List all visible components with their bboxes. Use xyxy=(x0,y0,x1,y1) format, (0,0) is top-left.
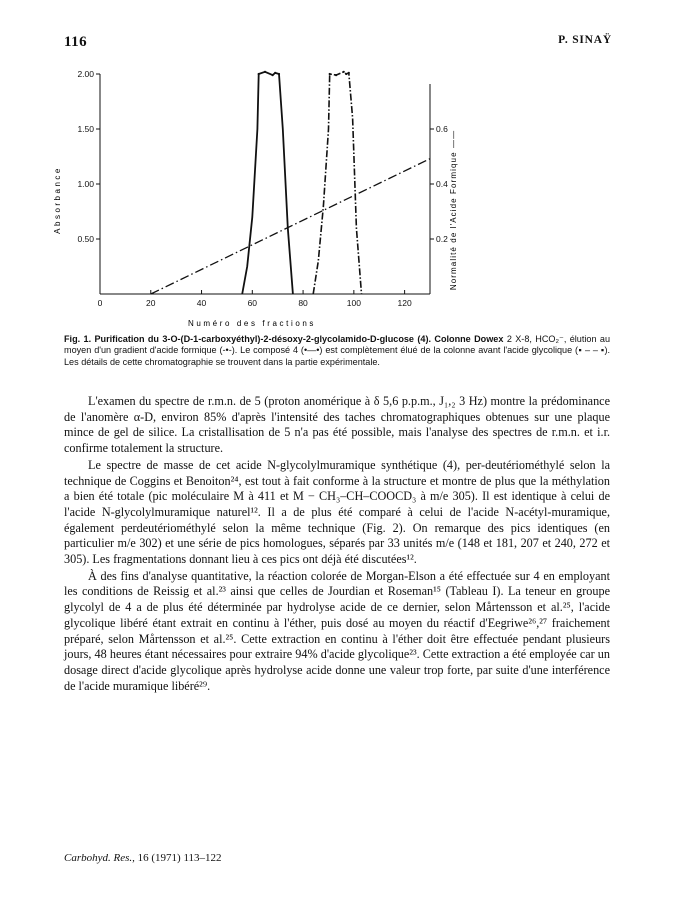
series-point xyxy=(274,72,276,74)
figure-caption xyxy=(64,334,610,368)
paragraph-1: L'examen du spectre de r.m.n. de 5 (proton anomérique à δ 5,6 p.p.m., J₁,₂ 3 Hz) montre la prédominance de l'anomère α-D, environ 85% d'après l'intensité des taches chromatographiques obtenues sur une plaque mince de gel de silice. La cristallisation de 5 n'a pas été possible, mais l'analyse des spectres de r.m.n. et i.r. confirme totalement la structure. xyxy=(64,394,610,456)
x-axis-label: Numéro des fractions xyxy=(187,319,317,328)
y-tick-label-right: 0.6 xyxy=(436,124,448,134)
y-tick-label-left: 2.00 xyxy=(77,69,94,79)
series-point xyxy=(348,72,350,74)
series-line-3 xyxy=(151,159,430,294)
series-point xyxy=(345,73,347,75)
x-tick-label: 80 xyxy=(298,298,308,308)
journal-citation: 16 (1971) 113–122 xyxy=(137,852,222,864)
page-footer xyxy=(64,852,222,864)
series-point xyxy=(264,71,266,73)
x-tick-label: 0 xyxy=(97,298,103,308)
page-header xyxy=(64,34,612,54)
caption-rest: 2 X-8, HCO₂⁻, élution au moyen d'un gradient d'acide formique (-•-). Le composé 4 (•—•) est complètement élué de la colonne avant l'acide glycolique (▪ – – ▪). Les détails de cette chromatographie se trouvent dans la partie expérimentale. xyxy=(64,334,611,367)
y-axis-label-left: Absorbance xyxy=(53,166,62,234)
series-line-2 xyxy=(313,72,361,294)
series-point xyxy=(278,73,280,75)
y-tick-label-left: 1.50 xyxy=(77,124,94,134)
caption-lead: Fig. 1. Purification du 3-O-(D-1-carboxyéthyl)-2-désoxy-2-glycolamido-D-glucose (4). Colonne Dowex xyxy=(64,334,504,344)
x-tick-label: 40 xyxy=(196,298,207,308)
series-point xyxy=(335,74,337,76)
chromatography-chart xyxy=(40,60,480,330)
body-text xyxy=(64,394,610,694)
x-tick-label: 20 xyxy=(146,298,156,308)
series-point xyxy=(343,71,345,73)
paragraph-3: À des fins d'analyse quantitative, la réaction colorée de Morgan-Elson a été effectuée sur 4 en employant les conditions de Reissig et al.²³ ainsi que celles de Jourdian et Roseman¹⁵ (Tableau I). La teneur en groupe glycolyl de 4 a de plus été déterminée par hydrolyse acide de ce dernier, selon Mårtensson et al.²⁵, l'acide glycolique libéré étant extrait en continu à l'éther, puis dosé au moyen du réactif d'Eegriwe²⁶,²⁷ fraichement préparé, selon Mårtensson et al.²⁵. Cette extraction en continu à l'éther doit être effectuée pendant plusieurs jours, 48 heures étant nécessaires pour extraire 94% d'acide glycolique²³. Cette extraction a été employée car un dosage direct d'acide glycolique après hydrolyse acide donne une valeur trop forte, par suite d'une interférence de l'acide muramique libéré²⁹. xyxy=(64,568,610,693)
running-head: P. SINAŸ xyxy=(558,34,612,46)
y-axis-label-right: Normalité de l'Acide Formique —— xyxy=(449,129,458,291)
y-tick-label-left: 1.00 xyxy=(77,179,94,189)
y-tick-label-right: 0.2 xyxy=(436,234,448,244)
x-tick-label: 60 xyxy=(247,298,258,308)
x-tick-label: 120 xyxy=(397,298,412,308)
journal-name: Carbohyd. Res., xyxy=(64,852,135,864)
y-tick-label-right: 0.4 xyxy=(436,179,448,189)
series-line-1 xyxy=(242,72,293,294)
x-tick-label: 100 xyxy=(346,298,361,308)
series-point xyxy=(272,74,274,76)
paragraph-2: Le spectre de masse de cet acide N-glycolylmuramique synthétique (4), per-deutériométhylé selon la technique de Coggins et Benoiton²⁴, est tout à fait conforme à la structure et montre de plus que la méthylation a bien été totale (pic moléculaire M à 411 et M − CH₃–CH–COOCD₃ à m/e 305). Il est identique à celui de l'acide N-glycolylmuramique naturel¹². Il a de plus été comparé à celui de l'acide N-acétyl-muramique, également perdeutériométhylé selon la même technique (Fig. 2). On remarque des pics identiques (en particulier m/e 302) et une série de pics homologues, séparés par 33 unités m/e (148 et 181, 207 et 240, 272 et 305). Les fragmentations donnant lieu à ces pics ont déjà été discutées¹². xyxy=(64,457,610,567)
series-point xyxy=(329,73,331,75)
page-number: 116 xyxy=(64,34,88,50)
y-tick-label-left: 0.50 xyxy=(77,234,94,244)
series-point xyxy=(258,73,260,75)
